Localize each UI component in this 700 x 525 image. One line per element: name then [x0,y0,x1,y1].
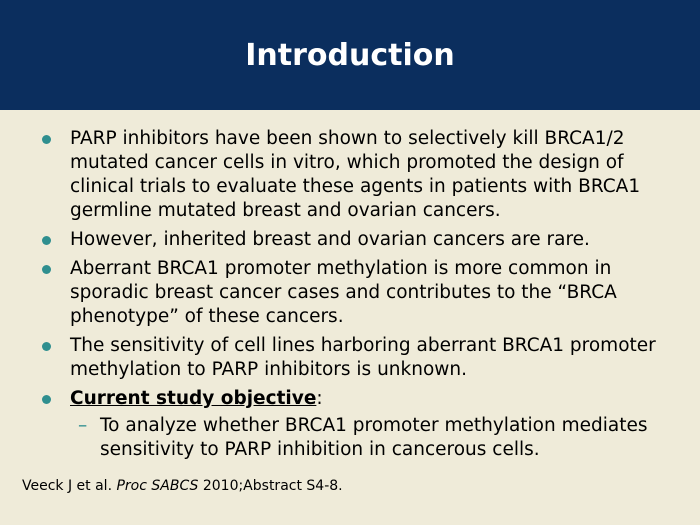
citation-authors: Veeck J et al. [22,478,117,494]
bullet-text: However, inherited breast and ovarian cancers are rare. [70,229,590,250]
bullet-text: The sensitivity of cell lines harboring aberrant BRCA1 promoter methylation to PARP inhibitors is unknown. [70,335,656,380]
bullet-text: Aberrant BRCA1 promoter methylation is more common in sporadic breast cancer cases and contributes to the “BRCA phenotype” of these cancers. [70,258,617,327]
citation-details: 2010;Abstract S4-8. [198,478,343,494]
bullet-dot-icon [42,135,51,144]
bullet-item [40,257,680,329]
objective-colon: : [316,388,323,409]
slide-title: Introduction [245,38,455,73]
sub-bullet-text: To analyze whether BRCA1 promoter methylation mediates sensitivity to PARP inhibition in cancerous cells. [100,415,648,460]
bullet-item [40,127,680,223]
bullet-dot-icon [42,395,51,404]
bullet-text: PARP inhibitors have been shown to selectively kill BRCA1/2 mutated cancer cells in vitro, which promoted the design of clinical trials to evaluate these agents in patients with BRCA1 germline mutated breast and ovarian cancers. [70,128,641,221]
sub-bullet-item [70,414,680,462]
citation [22,476,343,496]
bullet-list [40,127,680,467]
objective-label: Current study objective [70,388,317,409]
citation-journal: Proc SABCS [116,478,199,494]
dash-icon: – [78,415,88,436]
bullet-item [40,334,680,382]
bullet-item [40,228,680,252]
bullet-dot-icon [42,342,51,351]
title-bar [0,0,700,110]
bullet-dot-icon [42,236,51,245]
objective-bullet [40,387,680,462]
bullet-dot-icon [42,265,51,274]
